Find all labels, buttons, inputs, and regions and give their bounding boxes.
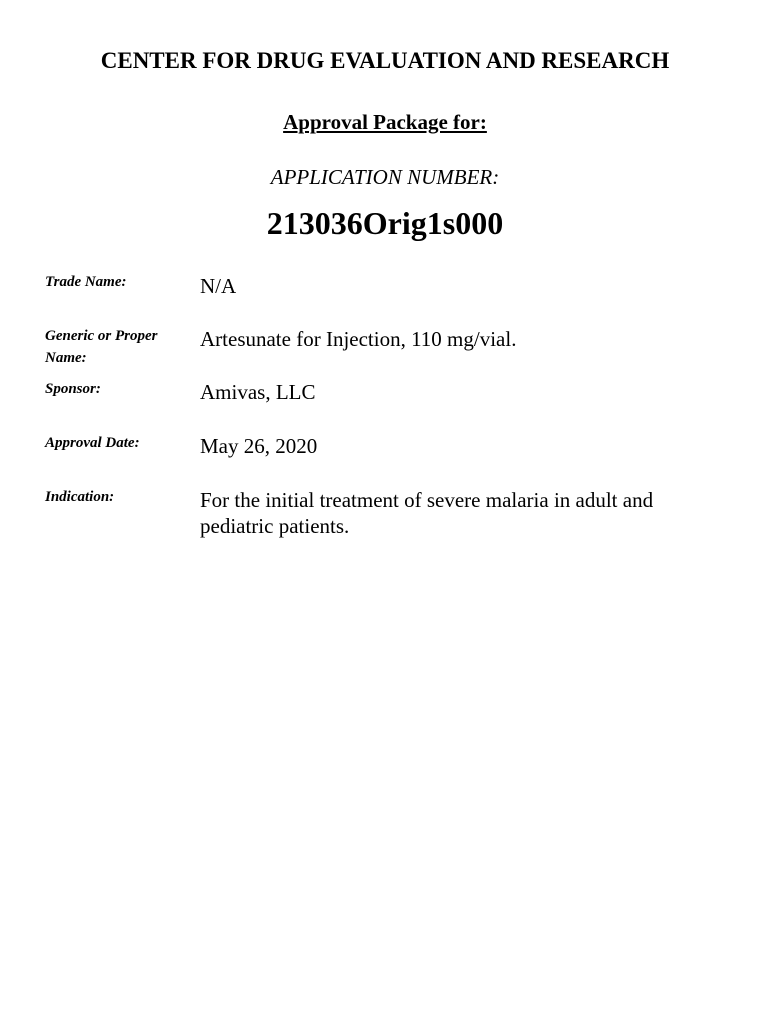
sponsor-value: Amivas, LLC (200, 380, 316, 404)
application-number-label: APPLICATION NUMBER: (270, 165, 500, 189)
approval-date-label: Approval Date: (45, 435, 140, 451)
indication-value: For the initial treatment of severe malaria in adult and pediatric patients. (200, 488, 654, 538)
approval-date-value: May 26, 2020 (200, 434, 318, 458)
center-title: CENTER FOR DRUG EVALUATION AND RESEARCH (100, 48, 670, 73)
application-number: 213036Orig1s000 (266, 205, 504, 241)
indication-label: Indication: (45, 489, 115, 505)
sponsor-label: Sponsor: (45, 381, 101, 397)
generic-name-value: Artesunate for Injection, 110 mg/vial. (200, 327, 517, 351)
generic-name-label: Generic or Proper Name: (45, 328, 158, 366)
trade-name-label: Trade Name: (45, 274, 127, 290)
trade-name-value: N/A (200, 274, 237, 298)
approval-package-heading: Approval Package for: (283, 110, 487, 134)
